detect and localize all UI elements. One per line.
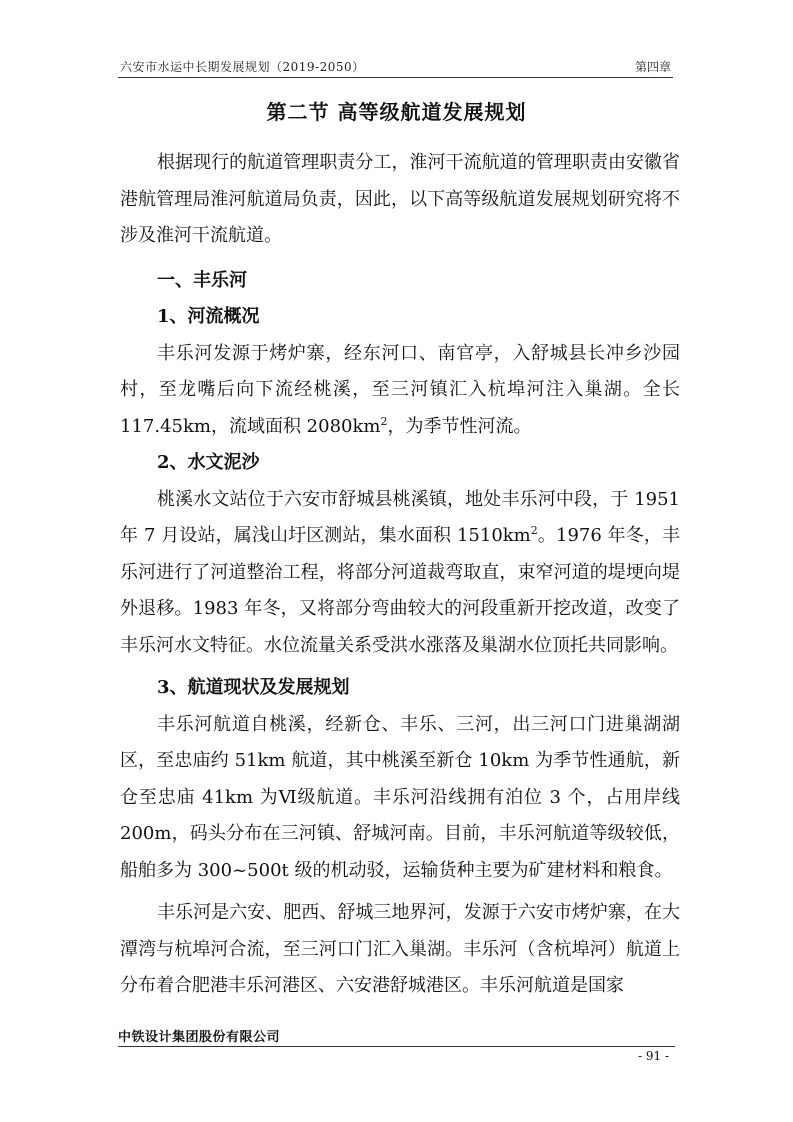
page-number: - 91 - <box>637 1049 669 1063</box>
subheading-hydrology: 2、水文泥沙 <box>157 452 260 473</box>
superscript: 2 <box>380 414 388 428</box>
superscript: 2 <box>530 524 538 537</box>
river-overview-paragraph: 丰乐河发源于烤炉寨，经东河口、南官亭，入舒城县长冲乡沙园村，至龙嘴后向下流经桃溪，至三河镇汇入杭埠河注入巢湖。全长117.45km，流域面积 $2080km^2$，为季节性河流。 <box>120 342 680 437</box>
company-name: 中铁设计集团股份有限公司 <box>118 1030 281 1045</box>
page-footer <box>118 1026 675 1063</box>
main-content <box>120 145 680 1005</box>
subheading-waterway-status: 3、航道现状及发展规划 <box>157 677 350 698</box>
hydrology-paragraph: 桃溪水文站位于六安市舒城县桃溪镇，地处丰乐河中段，于 1951 年 7 月设站，属浅山圩区测站，集水面积 $1510km^2$。1976 年冬，丰乐河进行了河道整治工程，将部分河道裁弯取直，束窄河道的堤埂向堤外退移。1983 年冬，又将部分弯曲较大的河段重新开挖改道，改变了丰乐河水文特征。水位流量关系受洪水涨落及巢湖水位顶托共同影响。 <box>120 488 681 656</box>
header-divider <box>118 77 673 78</box>
header-document-title: 六安市水运中长期发展规划（2019-2050） <box>120 60 365 74</box>
section-heading-fengle-river: 一、丰乐河 <box>157 269 247 291</box>
waterway-status-paragraph: 丰乐河航道自桃溪，经新仓、丰乐、三河，出三河口门进巢湖湖区，至忠庙约 51km 航道，其中桃溪至新仓 10km 为季节性通航，新仓至忠庙 41km 为Ⅵ级航道。丰乐河沿线拥有泊位 3 个，占用岸线 200m，码头分布在三河镇、舒城河南。目前，丰乐河航道等级较低，船舶多为 300~500t 级的机动驳，运输货种主要为矿建材料和粮食。 <box>120 713 680 881</box>
subheading-river-overview: 1、河流概况 <box>157 306 260 327</box>
page-header <box>118 52 673 78</box>
intro-paragraph: 根据现行的航道管理职责分工，淮河干流航道的管理职责由安徽省港航管理局淮河航道局负责，因此，以下高等级航道发展规划研究将不涉及淮河干流航道。 <box>120 152 680 246</box>
header-chapter: 第四章 <box>634 60 671 74</box>
footer-divider <box>118 1046 675 1047</box>
section-title: 第二节 高等级航道发展规划 <box>266 100 527 124</box>
waterway-plan-paragraph: 丰乐河是六安、肥西、舒城三地界河，发源于六安市烤炉寨，在大潭湾与杭埠河合流，至三河口门汇入巢湖。丰乐河（含杭埠河）航道上分布着合肥港丰乐河港区、六安港舒城港区。丰乐河航道是国家 <box>120 902 680 996</box>
